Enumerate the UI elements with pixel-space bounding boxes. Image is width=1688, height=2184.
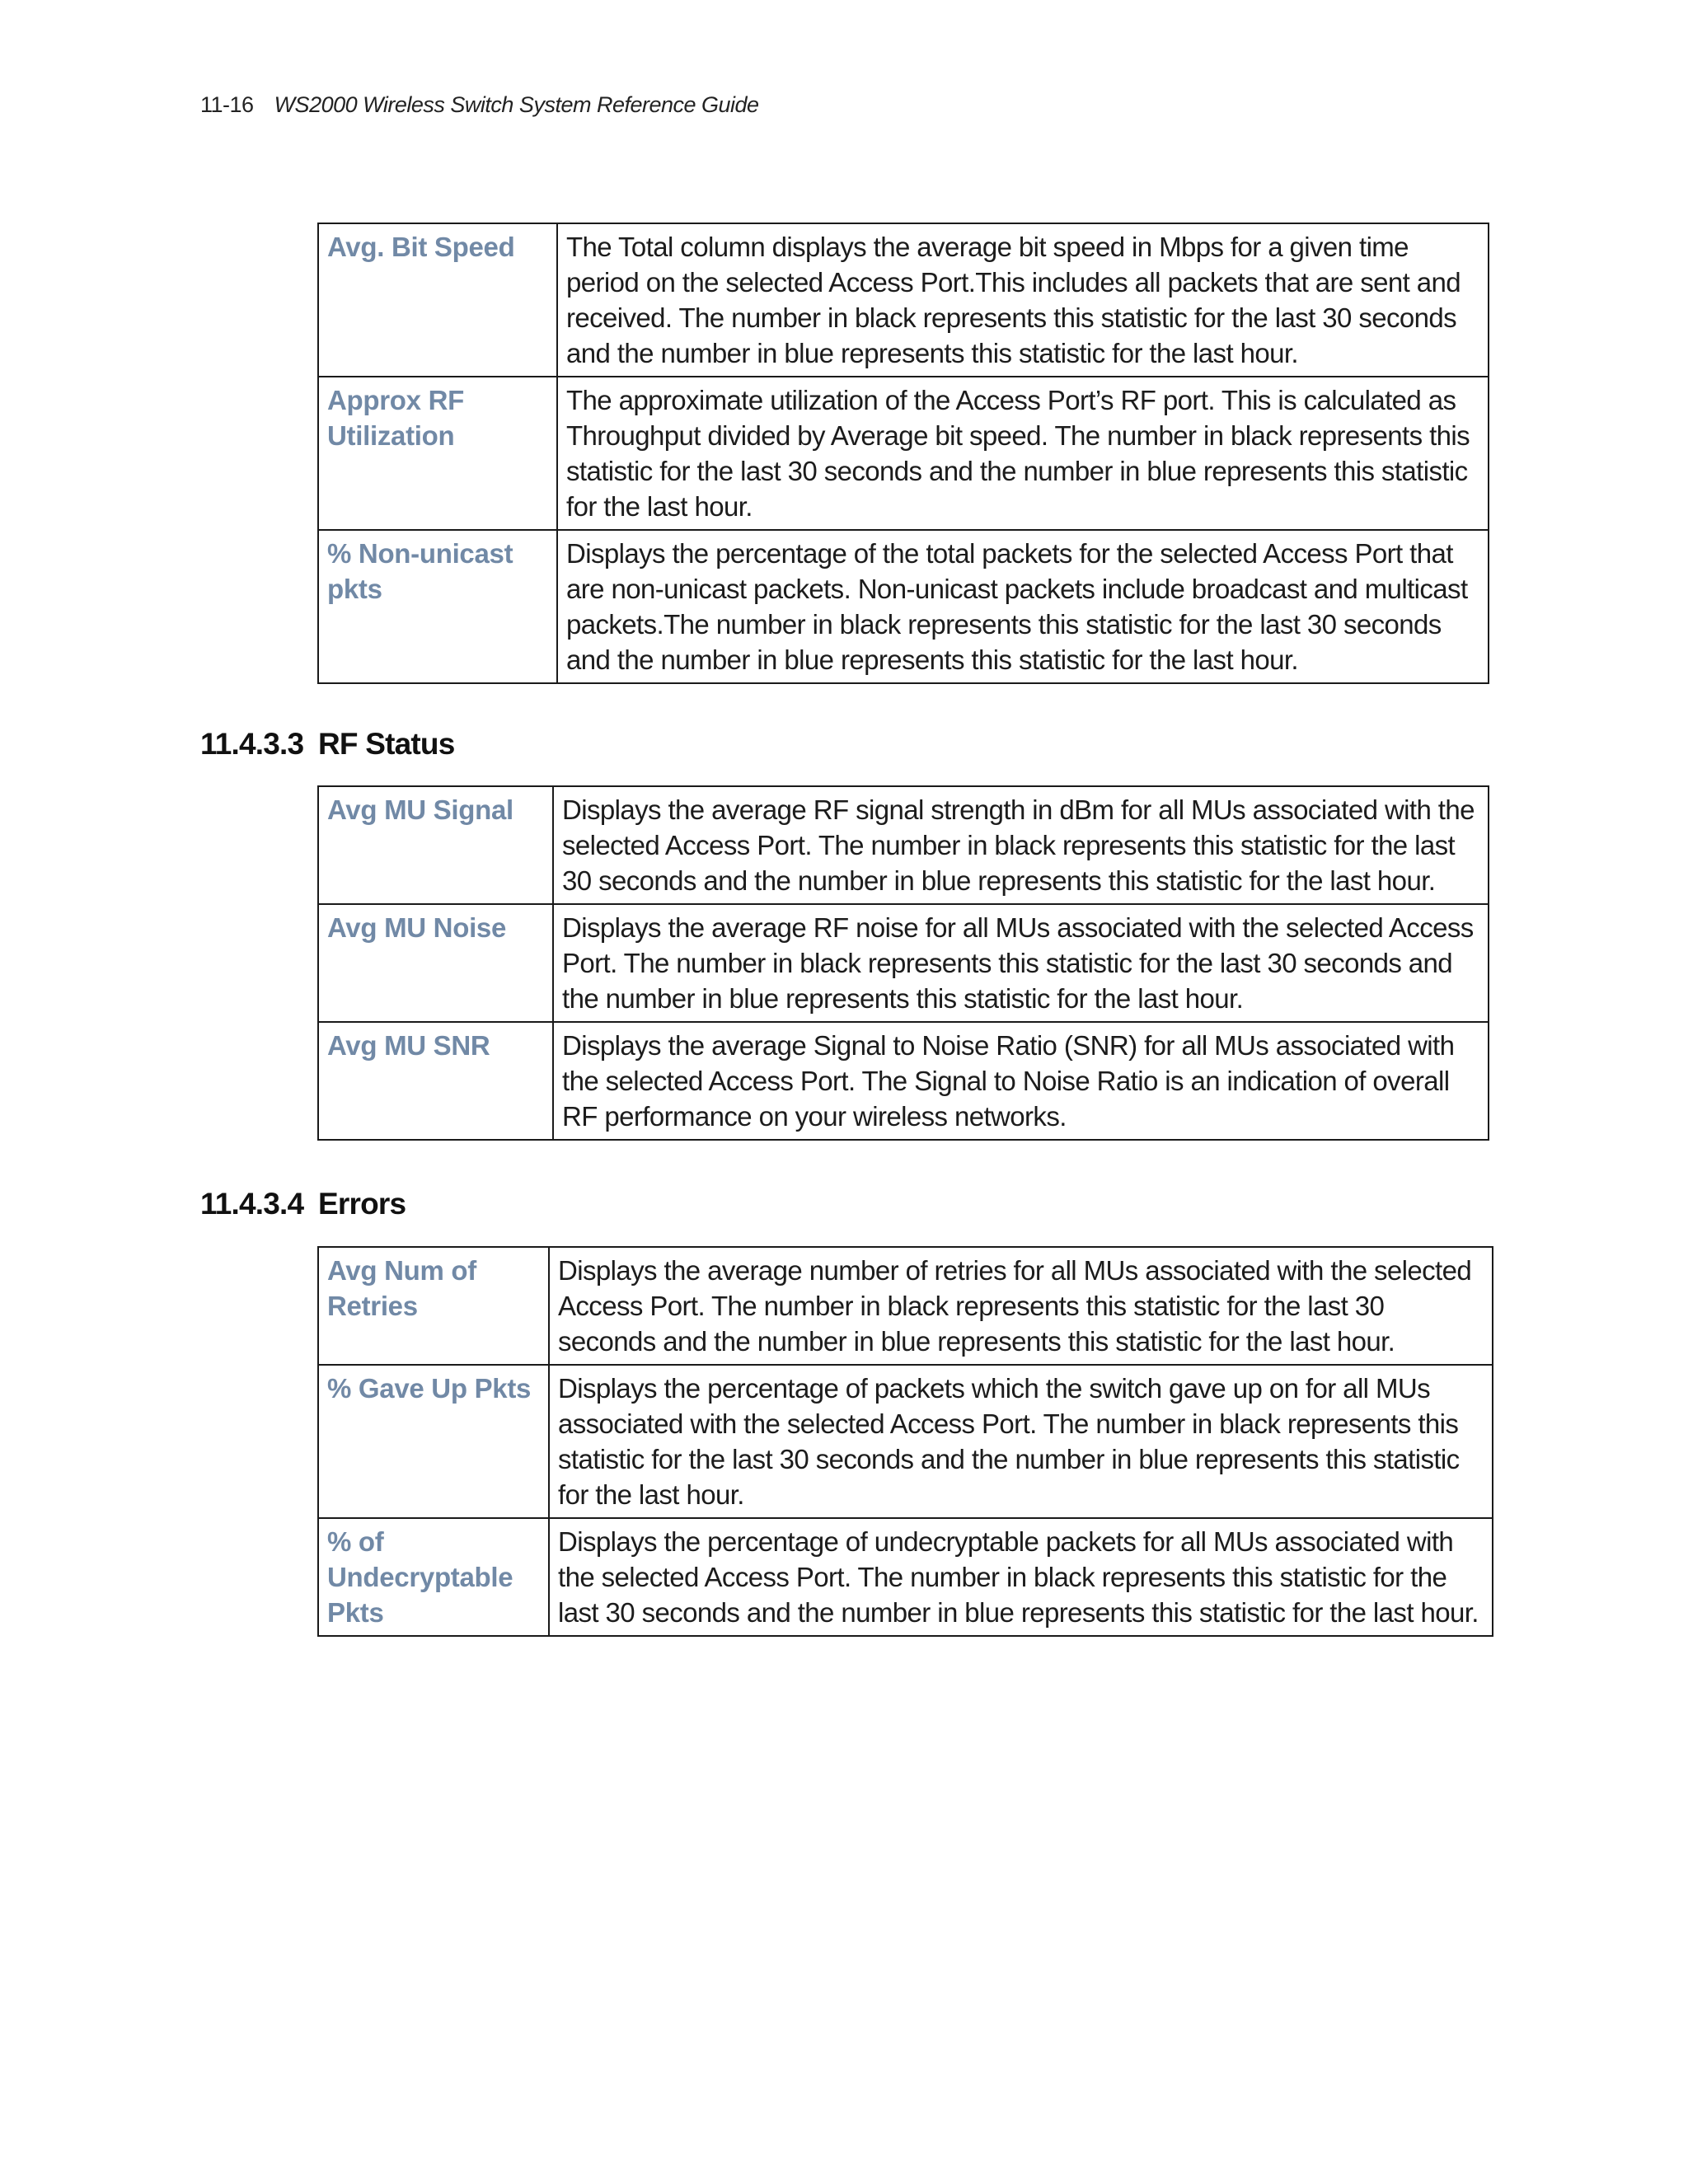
term-cell: Avg MU SNR — [318, 1022, 553, 1140]
description-cell: Displays the percentage of undecryptable packets for all MUs associated with the selected Access Port. The number in black represents this statistic for the last 30 seconds and the number in blue represents this statistic for the last hour. — [549, 1518, 1493, 1636]
section-number: 11.4.3.4 — [200, 1187, 304, 1221]
table-row — [318, 786, 1489, 904]
section-heading-errors — [200, 1187, 406, 1221]
description-cell: Displays the average RF signal strength in dBm for all MUs associated with the selected Access Port. The number in black represents this statistic for the last 30 seconds and the number in blue represents this statistic for the last hour. — [553, 786, 1489, 904]
description-cell: Displays the average number of retries for all MUs associated with the selected Access Port. The number in black represents this statistic for the last 30 seconds and the number in blue represents this statistic for the last hour. — [549, 1247, 1493, 1365]
table-row — [318, 223, 1489, 377]
errors-table — [317, 1246, 1493, 1637]
term-cell: % of Undecryptable Pkts — [318, 1518, 549, 1636]
table-row — [318, 377, 1489, 530]
section-heading-rf-status — [200, 727, 454, 762]
rf-status-table — [317, 785, 1489, 1141]
table-row — [318, 530, 1489, 683]
description-cell: The Total column displays the average bit speed in Mbps for a given time period on the selected Access Port.This includes all packets that are sent and received. The number in black represents this statistic for the last 30 seconds and the number in blue represents this statistic for the last hour. — [557, 223, 1489, 377]
page-number: 11-16 — [200, 92, 254, 117]
term-cell: Avg MU Signal — [318, 786, 553, 904]
description-cell: Displays the average RF noise for all MUs associated with the selected Access Port. The number in black represents this statistic for the last 30 seconds and the number in blue represents this statistic for the last hour. — [553, 904, 1489, 1022]
term-cell: Avg MU Noise — [318, 904, 553, 1022]
page-header — [200, 92, 759, 118]
table-row — [318, 1518, 1493, 1636]
description-cell: Displays the percentage of packets which the switch gave up on for all MUs associated with the selected Access Port. The number in black represents this statistic for the last 30 seconds and the number in blue represents this statistic for the last hour. — [549, 1365, 1493, 1518]
term-cell: Approx RF Utilization — [318, 377, 557, 530]
term-cell: % Gave Up Pkts — [318, 1365, 549, 1518]
table-row — [318, 1365, 1493, 1518]
table-row — [318, 904, 1489, 1022]
term-cell: % Non-unicast pkts — [318, 530, 557, 683]
term-cell: Avg. Bit Speed — [318, 223, 557, 377]
term-cell: Avg Num of Retries — [318, 1247, 549, 1365]
table-row — [318, 1247, 1493, 1365]
section-title: Errors — [318, 1187, 406, 1221]
document-title: WS2000 Wireless Switch System Reference Guide — [274, 92, 759, 117]
access-port-stats-table — [317, 223, 1489, 684]
section-number: 11.4.3.3 — [200, 727, 304, 761]
description-cell: Displays the percentage of the total packets for the selected Access Port that are non-unicast packets. Non-unicast packets include broadcast and multicast packets.The number in black represents this statistic for the last 30 seconds and the number in blue represents this statistic for the last hour. — [557, 530, 1489, 683]
description-cell: The approximate utilization of the Access Port’s RF port. This is calculated as Throughput divided by Average bit speed. The number in black represents this statistic for the last 30 seconds and the number in blue represents this statistic for the last hour. — [557, 377, 1489, 530]
description-cell: Displays the average Signal to Noise Ratio (SNR) for all MUs associated with the selected Access Port. The Signal to Noise Ratio is an indication of overall RF performance on your wireless networks. — [553, 1022, 1489, 1140]
section-title: RF Status — [318, 727, 455, 761]
table-row — [318, 1022, 1489, 1140]
